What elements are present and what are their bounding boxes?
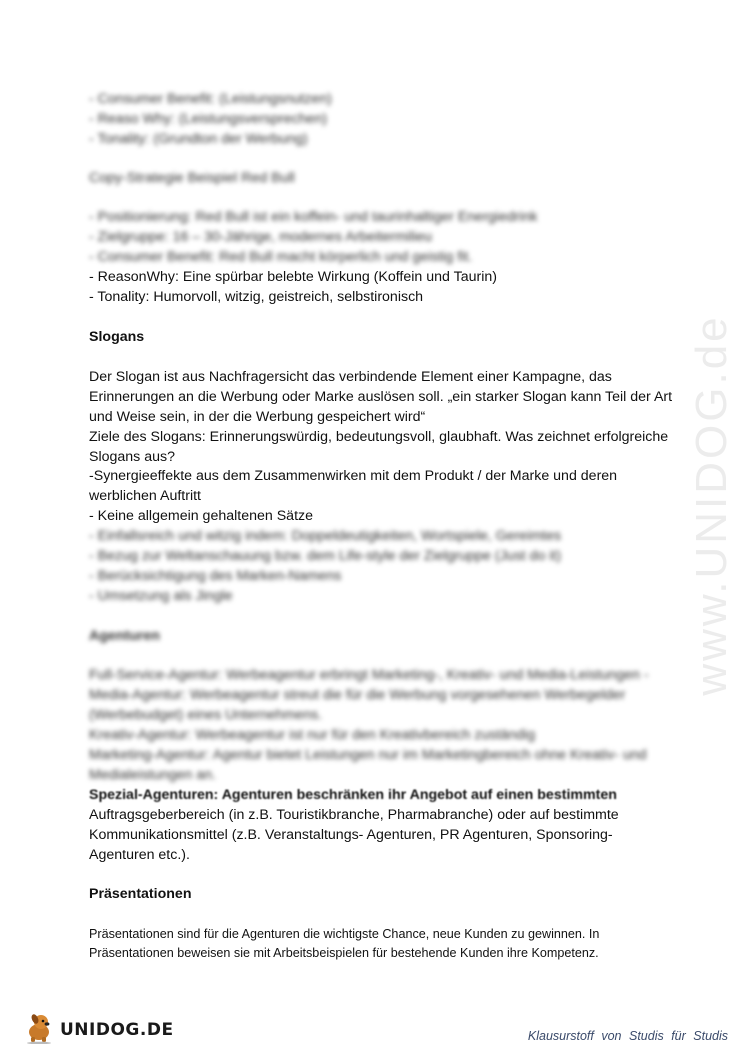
text-line: - Einfallsreich und witzig indem: Doppeldeutigkeiten, Wortspiele, Gereimtes <box>89 528 562 544</box>
text-line: (Werbebudget) eines Unternehmens. <box>89 707 323 723</box>
unidog-logo[interactable] <box>22 1010 174 1049</box>
logo-text: UNIDOG.DE <box>60 1019 174 1040</box>
text-line: Erinnerungen an die Werbung oder Marke auslösen soll. „ein starker Slogan kann Teil der Art <box>89 389 673 405</box>
text-line: Präsentationen sind für die Agenturen die wichtigste Chance, neue Kunden zu gewinnen. In <box>89 927 600 941</box>
text-line: - Positionierung: Red Bull ist ein koffein- und taurinhaltiger Energiedrink <box>89 209 538 225</box>
text-line: Agenturen etc.). <box>89 847 190 863</box>
text-line: - Bezug zur Weltanschauung bzw. dem Life-style der Zielgruppe (Just do it) <box>89 548 562 564</box>
text-line: Full-Service-Agentur: Werbeagentur erbringt Marketing-, Kreativ- und Media-Leistungen - <box>89 667 649 683</box>
text-line: - Keine allgemein gehaltenen Sätze <box>89 508 314 524</box>
section-heading-slogans: Slogans <box>89 329 145 345</box>
dog-mascot-icon <box>22 1010 56 1049</box>
text-line: - Tonality: (Grundton der Werbung) <box>89 131 308 147</box>
section-heading-praesentationen: Präsentationen <box>89 886 192 902</box>
text-line: werblichen Auftritt <box>89 488 201 504</box>
text-line: Auftragsgeberbereich (in z.B. Touristikbranche, Pharmabranche) oder auf bestimmte <box>89 807 619 823</box>
text-line: -Synergieeffekte aus dem Zusammenwirken mit dem Produkt / der Marke und deren <box>89 468 618 484</box>
subheading: Copy-Strategie Beispiel Red Bull <box>89 170 295 186</box>
text-line: - Berücksichtigung des Marken-Namens <box>89 568 342 584</box>
footer-tagline: Klausurstoff von Studis für Studis <box>527 1029 728 1043</box>
text-line: - Consumer Benefit: Red Bull macht körperlich und geistig fit. <box>89 249 473 265</box>
section-heading-agenturen: Agenturen <box>89 628 160 644</box>
text-line: - Reaso Why: (Leistungsversprechen) <box>89 111 328 127</box>
text-line: Kreativ-Agentur: Werbeagentur ist nur für den Kreativbereich zuständig <box>89 727 536 743</box>
text-line: - Umsetzung als Jingle <box>89 588 233 604</box>
text-line: Ziele des Slogans: Erinnerungswürdig, bedeutungsvoll, glaubhaft. Was zeichnet erfolgreiche <box>89 429 669 445</box>
text-line: - Tonality: Humorvoll, witzig, geistreich, selbstironisch <box>89 289 424 305</box>
text-line: Der Slogan ist aus Nachfragersicht das verbindende Element einer Kampagne, das <box>89 369 612 385</box>
text-line: Marketing-Agentur: Agentur bietet Leistungen nur im Marketingbereich ohne Kreativ- und <box>89 747 647 763</box>
text-line: - Zielgruppe: 16 – 30-Jährige, modernes Arbeitermilieu <box>89 229 433 245</box>
text-line: Kommunikationsmittel (z.B. Veranstaltungs- Agenturen, PR Agenturen, Sponsoring- <box>89 827 613 843</box>
text-line: Spezial-Agenturen: Agenturen beschränken ihr Angebot auf einen bestimmten <box>89 787 617 803</box>
text-line: - ReasonWhy: Eine spürbar belebte Wirkung (Koffein und Taurin) <box>89 269 497 285</box>
text-line: Präsentationen beweisen sie mit Arbeitsbeispielen für bestehende Kunden ihre Kompetenz. <box>89 946 599 960</box>
text-line: Slogans aus? <box>89 449 175 465</box>
text-line: Medialeistungen an. <box>89 767 216 783</box>
text-line: Media-Agentur: Werbeagentur streut die für die Werbung vorgesehenen Werbegelder <box>89 687 626 703</box>
text-line: und Weise sein, in der die Werbung gespeichert wird“ <box>89 409 426 425</box>
watermark: www.UNIDOG.de <box>687 314 736 696</box>
text-line: - Consumer Benefit: (Leistungsnutzen) <box>89 91 332 107</box>
